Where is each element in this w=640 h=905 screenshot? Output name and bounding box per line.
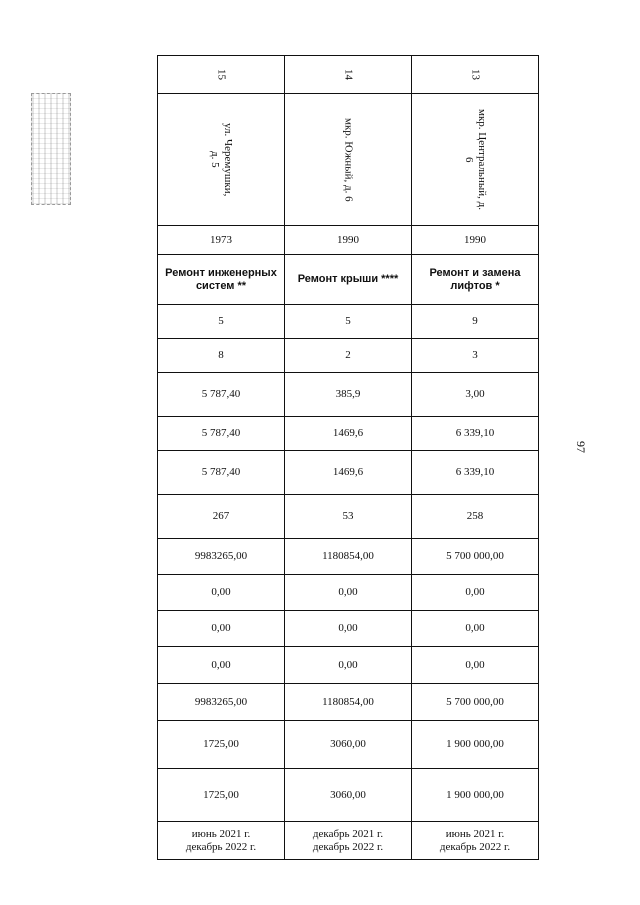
value-cell: 385,9 bbox=[285, 373, 412, 417]
row-value bbox=[158, 769, 539, 822]
column-number: 13 bbox=[469, 69, 482, 80]
year: 1990 bbox=[285, 226, 412, 255]
row-value bbox=[158, 373, 539, 417]
value-cell: 5 700 000,00 bbox=[412, 684, 539, 721]
row-value bbox=[158, 539, 539, 575]
row-value bbox=[158, 417, 539, 451]
value-cell: 1180854,00 bbox=[285, 539, 412, 575]
work-type: Ремонт и замена лифтов * bbox=[412, 255, 539, 305]
value-cell: 9983265,00 bbox=[158, 539, 285, 575]
value-cell: 0,00 bbox=[158, 611, 285, 647]
value-cell: 5 787,40 bbox=[158, 417, 285, 451]
value-cell: 1725,00 bbox=[158, 769, 285, 822]
address: мкр. Южный, д. 6 bbox=[342, 117, 355, 202]
value-cell: 8 bbox=[158, 339, 285, 373]
value-cell: 1 900 000,00 bbox=[412, 769, 539, 822]
value-cell: 1469,6 bbox=[285, 417, 412, 451]
row-value bbox=[158, 721, 539, 769]
address: ул. Черемушки, д. 5 bbox=[209, 122, 234, 197]
value-cell: 1725,00 bbox=[158, 721, 285, 769]
row-work-type bbox=[158, 255, 539, 305]
column-number: 14 bbox=[342, 69, 355, 80]
value-cell: 267 bbox=[158, 495, 285, 539]
cell-address bbox=[412, 94, 539, 226]
value-cell: 6 339,10 bbox=[412, 417, 539, 451]
value-cell: 0,00 bbox=[285, 575, 412, 611]
row-address bbox=[158, 94, 539, 226]
period: декабрь 2021 г. декабрь 2022 г. bbox=[285, 822, 412, 860]
value-cell: 0,00 bbox=[285, 647, 412, 684]
row-number bbox=[158, 56, 539, 94]
cell-number bbox=[412, 56, 539, 94]
row-value bbox=[158, 611, 539, 647]
value-cell: 1469,6 bbox=[285, 451, 412, 495]
value-cell: 0,00 bbox=[412, 647, 539, 684]
row-value bbox=[158, 495, 539, 539]
address: мкр. Центральный, д. 6 bbox=[463, 109, 488, 210]
value-cell: 0,00 bbox=[412, 611, 539, 647]
value-cell: 0,00 bbox=[158, 647, 285, 684]
stamp-mark bbox=[31, 93, 71, 205]
row-value bbox=[158, 305, 539, 339]
value-cell: 3,00 bbox=[412, 373, 539, 417]
row-period bbox=[158, 822, 539, 860]
cell-address bbox=[285, 94, 412, 226]
row-year bbox=[158, 226, 539, 255]
value-cell: 5 bbox=[285, 305, 412, 339]
value-cell: 53 bbox=[285, 495, 412, 539]
row-value bbox=[158, 575, 539, 611]
work-type: Ремонт крыши **** bbox=[285, 255, 412, 305]
value-cell: 3060,00 bbox=[285, 721, 412, 769]
page-number: 97 bbox=[574, 441, 588, 453]
value-cell: 3 bbox=[412, 339, 539, 373]
cell-number bbox=[158, 56, 285, 94]
value-cell: 0,00 bbox=[285, 611, 412, 647]
period: июнь 2021 г. декабрь 2022 г. bbox=[412, 822, 539, 860]
value-cell: 5 700 000,00 bbox=[412, 539, 539, 575]
row-value bbox=[158, 339, 539, 373]
value-cell: 9983265,00 bbox=[158, 684, 285, 721]
year: 1990 bbox=[412, 226, 539, 255]
year: 1973 bbox=[158, 226, 285, 255]
value-cell: 5 787,40 bbox=[158, 373, 285, 417]
value-cell: 0,00 bbox=[412, 575, 539, 611]
row-value bbox=[158, 647, 539, 684]
row-value bbox=[158, 451, 539, 495]
value-cell: 0,00 bbox=[158, 575, 285, 611]
period: июнь 2021 г. декабрь 2022 г. bbox=[158, 822, 285, 860]
data-table bbox=[157, 55, 539, 860]
value-cell: 5 787,40 bbox=[158, 451, 285, 495]
value-cell: 6 339,10 bbox=[412, 451, 539, 495]
value-cell: 1 900 000,00 bbox=[412, 721, 539, 769]
value-cell: 5 bbox=[158, 305, 285, 339]
value-cell: 1180854,00 bbox=[285, 684, 412, 721]
value-cell: 3060,00 bbox=[285, 769, 412, 822]
value-cell: 258 bbox=[412, 495, 539, 539]
value-cell: 9 bbox=[412, 305, 539, 339]
value-cell: 2 bbox=[285, 339, 412, 373]
cell-number bbox=[285, 56, 412, 94]
cell-address bbox=[158, 94, 285, 226]
column-number: 15 bbox=[215, 69, 228, 80]
work-type: Ремонт инженерных систем ** bbox=[158, 255, 285, 305]
row-value bbox=[158, 684, 539, 721]
